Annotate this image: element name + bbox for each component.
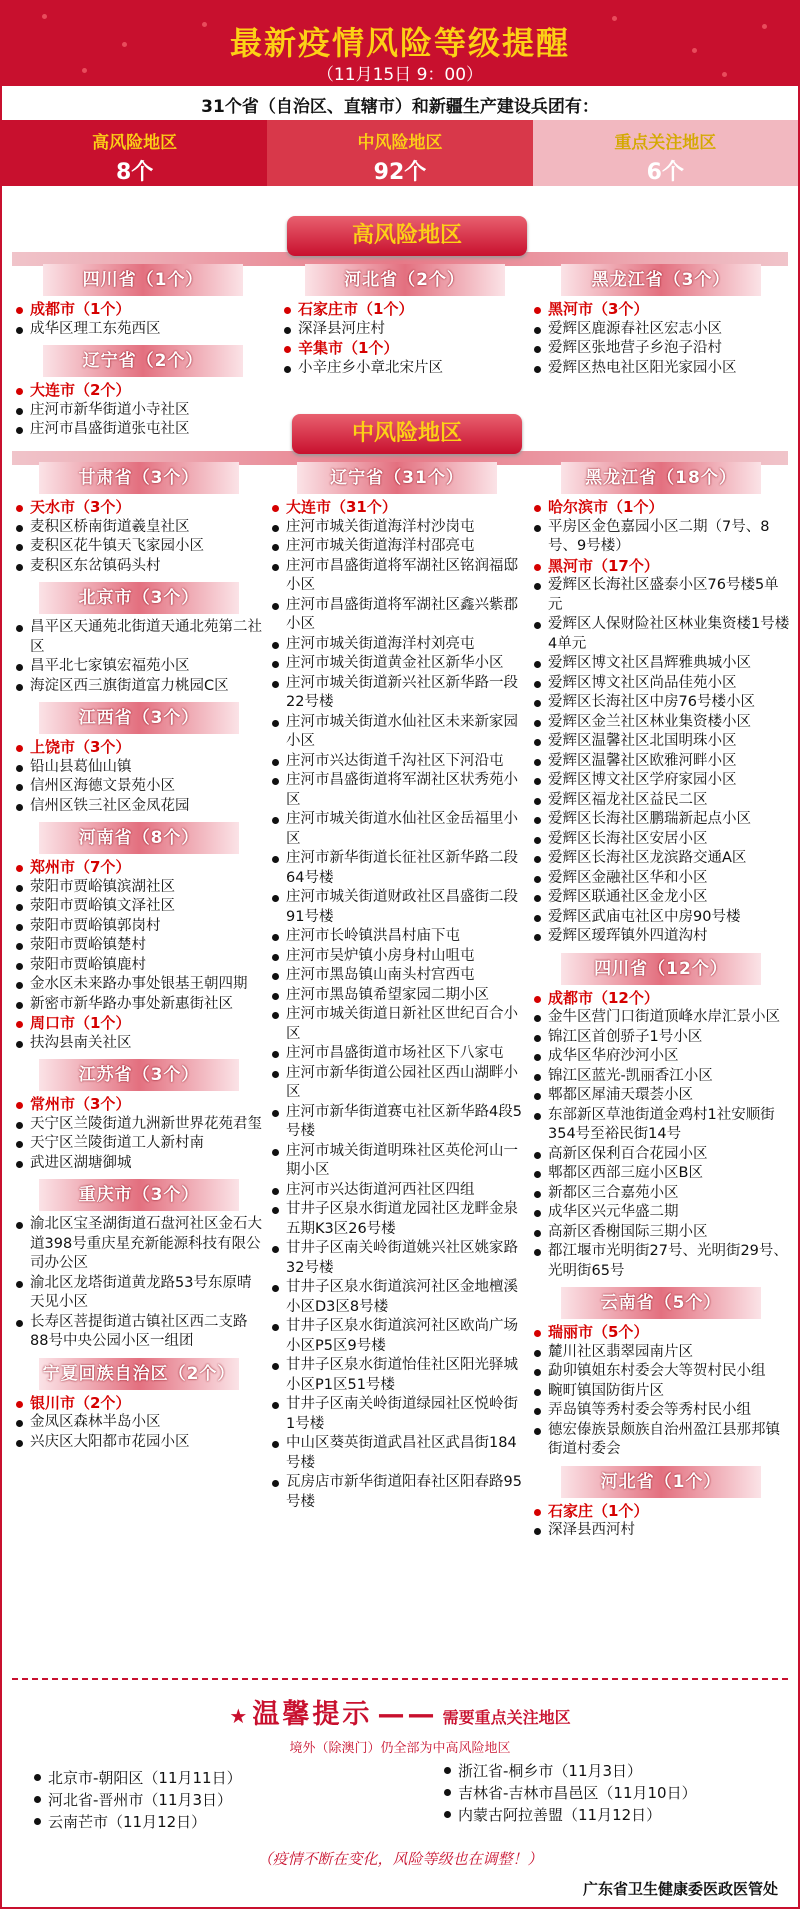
list-item: 麦积区桥南街道羲皇社区 <box>14 518 264 538</box>
list-item: 爱辉区长海社区中房76号楼小区 <box>532 693 790 713</box>
list-item: 弄岛镇等秀村委会等秀村民小组 <box>532 1401 790 1421</box>
list-item: 新密市新华路办事处新惠街社区 <box>14 995 264 1015</box>
summary-label: 重点关注地区 <box>614 133 717 153</box>
tip-note: 境外（除澳门）仍全部为中高风险地区 <box>289 1741 511 1756</box>
province-group <box>14 582 264 696</box>
city-name: 上饶市（3个） <box>14 738 264 758</box>
list-item: 庄河市城关街道新兴社区新华路一段22号楼 <box>270 674 524 713</box>
list-item: 北京市-朝阳区（11月11日） <box>32 1767 242 1789</box>
list-item: 爱辉区长海社区龙滨路交通A区 <box>532 849 790 869</box>
list-item: 爱辉区温馨社区欧雅河畔小区 <box>532 752 790 772</box>
list-item: 兴庆区大阳都市花园小区 <box>14 1433 264 1453</box>
high-col-1 <box>14 264 272 446</box>
summary-count: 92个 <box>373 160 427 185</box>
list-item: 武进区湖塘御城 <box>14 1154 264 1174</box>
list-item: 庄河市黑岛镇山南头村宫西屯 <box>270 966 524 986</box>
list-item: 锦江区蓝光-凯丽香江小区 <box>532 1067 790 1087</box>
page-title: 最新疫情风险等级提醒 <box>229 24 570 62</box>
province-group <box>532 1466 790 1541</box>
list-item: 渝北区龙塔街道黄龙路53号东原晴天见小区 <box>14 1274 264 1313</box>
province-group <box>532 953 790 1282</box>
list-item: 浙江省-桐乡市（11月3日） <box>442 1760 697 1782</box>
city-name: 哈尔滨市（1个） <box>532 498 790 518</box>
summary-count: 6个 <box>646 160 684 185</box>
province-header: 重庆市（3个） <box>39 1179 239 1211</box>
list-item: 信州区海德文景苑小区 <box>14 777 264 797</box>
list-item: 中山区葵英街道武昌社区武昌街184号楼 <box>270 1434 524 1473</box>
list-item: 金牛区营门口街道顶峰水岸汇景小区 <box>532 1008 790 1028</box>
list-item: 郫都区犀浦天環荟小区 <box>532 1086 790 1106</box>
mid-col-1 <box>14 462 264 1458</box>
list-item: 金凤区森林半岛小区 <box>14 1413 264 1433</box>
province-group <box>270 462 524 1512</box>
list-item: 吉林省-吉林市昌邑区（11月10日） <box>442 1782 697 1804</box>
list-item: 甘井子区泉水街道怡佳社区阳光驿城小区P1区51号楼 <box>270 1356 524 1395</box>
list-item: 成华区华府沙河小区 <box>532 1047 790 1067</box>
list-item: 庄河市城关街道水仙社区未来新家园小区 <box>270 713 524 752</box>
province-group <box>14 822 264 1053</box>
star-icon: ★ <box>229 1704 248 1728</box>
list-item: 长寿区菩提街道古镇社区西二支路88号中央公园小区一组团 <box>14 1313 264 1352</box>
tip-list-right <box>442 1760 697 1826</box>
list-item: 庄河市兴达街道千沟社区下河沿屯 <box>270 752 524 772</box>
province-header: 北京市（3个） <box>39 582 239 614</box>
list-item: 爱辉区博文社区昌辉雅典城小区 <box>532 654 790 674</box>
list-item: 庄河市新华街道赛屯社区新华路4段5号楼 <box>270 1103 524 1142</box>
province-header: 河北省（1个） <box>561 1466 761 1498</box>
city-name: 成都市（1个） <box>14 300 272 320</box>
tip-list-left <box>32 1767 242 1833</box>
summary-bar <box>2 120 798 186</box>
list-item: 庄河市新华街道长征社区新华路二段64号楼 <box>270 849 524 888</box>
province-header: 河北省（2个） <box>305 264 505 296</box>
list-item: 麦积区花牛镇天飞家园小区 <box>14 537 264 557</box>
summary-high <box>2 120 267 186</box>
list-item: 庄河市城关街道明珠社区英伦河山一期小区 <box>270 1142 524 1181</box>
city-name: 成都市（12个） <box>532 989 790 1009</box>
list-item: 庄河市城关街道水仙社区金岳福里小区 <box>270 810 524 849</box>
warning-text: （疫情不断在变化，风险等级也在调整！） <box>257 1850 543 1868</box>
mid-risk-banner: 中风险地区 <box>292 414 522 454</box>
list-item: 高新区香榭国际三期小区 <box>532 1223 790 1243</box>
list-item: 庄河市昌盛街道将军湖社区铭润福邸小区 <box>270 557 524 596</box>
list-item: 勐卯镇姐东村委会大等贺村民小组 <box>532 1362 790 1382</box>
list-item: 云南芒市（11月12日） <box>32 1811 242 1833</box>
list-item: 爱辉区温馨社区北国明珠小区 <box>532 732 790 752</box>
province-group <box>14 345 272 440</box>
list-item: 畹町镇国防街片区 <box>532 1382 790 1402</box>
list-item: 小辛庄乡小章北宋片区 <box>282 359 527 379</box>
list-item: 平房区金色嘉园小区二期（7号、8号、9号楼） <box>532 518 790 557</box>
province-group <box>532 462 790 947</box>
list-item: 甘井子区泉水街道滨河社区金地檀溪小区D3区8号楼 <box>270 1278 524 1317</box>
list-item: 瓦房店市新华街道阳春社区阳春路95号楼 <box>270 1473 524 1512</box>
province-header: 甘肃省（3个） <box>39 462 239 494</box>
province-header: 四川省（12个） <box>561 953 761 985</box>
list-item: 锦江区首创骄子1号小区 <box>532 1028 790 1048</box>
list-item: 深泽县西河村 <box>532 1521 790 1541</box>
list-item: 深泽县河庄村 <box>282 320 527 340</box>
province-header: 辽宁省（2个） <box>43 345 243 377</box>
list-item: 荥阳市贾峪镇滨湖社区 <box>14 878 264 898</box>
list-item: 爱辉区金兰社区林业集资楼小区 <box>532 713 790 733</box>
province-group <box>14 1179 264 1352</box>
list-item: 庄河市吴炉镇小房身村山咀屯 <box>270 947 524 967</box>
high-col-3 <box>532 264 790 384</box>
list-item: 铅山县葛仙山镇 <box>14 758 264 778</box>
province-group <box>14 1059 264 1173</box>
city-name: 大连市（2个） <box>14 381 272 401</box>
city-name: 天水市（3个） <box>14 498 264 518</box>
city-name: 银川市（2个） <box>14 1394 264 1414</box>
province-group <box>532 264 790 378</box>
list-item: 庄河市昌盛街道将军湖社区鑫兴紫郡小区 <box>270 596 524 635</box>
update-time: （11月15日 9：00） <box>316 65 484 85</box>
city-name: 瑞丽市（5个） <box>532 1323 790 1343</box>
city-name: 大连市（31个） <box>270 498 524 518</box>
list-item: 麦积区东岔镇码头村 <box>14 557 264 577</box>
mid-col-3 <box>532 462 790 1547</box>
city-name: 辛集市（1个） <box>282 339 527 359</box>
list-item: 庄河市昌盛街道将军湖社区状秀苑小区 <box>270 771 524 810</box>
list-item: 甘井子区泉水街道龙园社区龙畔金泉五期K3区26号楼 <box>270 1200 524 1239</box>
list-item: 高新区保利百合花园小区 <box>532 1145 790 1165</box>
summary-mid <box>267 120 532 186</box>
list-item: 扶沟县南关社区 <box>14 1034 264 1054</box>
list-item: 庄河市新华街道小寺社区 <box>14 401 272 421</box>
list-item: 爱辉区长海社区安居小区 <box>532 830 790 850</box>
list-item: 爱辉区福龙社区益民二区 <box>532 791 790 811</box>
list-item: 荥阳市贾峪镇鹿村 <box>14 956 264 976</box>
tip-subtitle: 需要重点关注地区 <box>442 1708 571 1727</box>
city-name: 郑州市（7个） <box>14 858 264 878</box>
list-item: 河北省-晋州市（11月3日） <box>32 1789 242 1811</box>
list-item: 信州区铁三社区金凤花园 <box>14 797 264 817</box>
tip-title: 温馨提示 <box>252 1699 373 1730</box>
city-name: 周口市（1个） <box>14 1014 264 1034</box>
list-item: 爱辉区人保财险社区林业集资楼1号楼4单元 <box>532 615 790 654</box>
list-item: 昌平区天通苑北街道天通北苑第二社区 <box>14 618 264 657</box>
province-group <box>282 264 527 378</box>
province-header: 四川省（1个） <box>43 264 243 296</box>
province-group <box>532 1287 790 1460</box>
list-item: 爱辉区热电社区阳光家园小区 <box>532 359 790 379</box>
list-item: 荥阳市贾峪镇楚村 <box>14 936 264 956</box>
list-item: 甘井子区南关岭街道姚兴社区姚家路32号楼 <box>270 1239 524 1278</box>
intro-text: 31个省（自治区、直辖市）和新疆生产建设兵团有： <box>201 97 599 117</box>
footer-source: 广东省卫生健康委医政医管处 <box>582 1880 778 1898</box>
province-header: 黑龙江省（3个） <box>561 264 761 296</box>
tip-heading <box>2 1692 798 1731</box>
list-item: 郫都区西部三庭小区B区 <box>532 1164 790 1184</box>
province-header: 黑龙江省（18个） <box>561 462 761 494</box>
city-name: 黑河市（3个） <box>532 300 790 320</box>
list-item: 爱辉区瑷珲镇外四道沟村 <box>532 927 790 947</box>
province-header: 江西省（3个） <box>39 702 239 734</box>
list-item: 爱辉区金融社区华和小区 <box>532 869 790 889</box>
province-group <box>14 264 272 339</box>
list-item: 爱辉区博文社区学府家园小区 <box>532 771 790 791</box>
list-item: 甘井子区南关岭街道绿园社区悦岭街1号楼 <box>270 1395 524 1434</box>
divider <box>12 1678 788 1680</box>
list-item: 庄河市城关街道海洋村沙岗屯 <box>270 518 524 538</box>
list-item: 天宁区兰陵街道九洲新世界花苑君玺 <box>14 1115 264 1135</box>
list-item: 爱辉区长海社区鹏瑞新起点小区 <box>532 810 790 830</box>
province-header: 云南省（5个） <box>561 1287 761 1319</box>
list-item: 荥阳市贾峪镇文泽社区 <box>14 897 264 917</box>
list-item: 麓川社区翡翠园南片区 <box>532 1343 790 1363</box>
province-header: 河南省（8个） <box>39 822 239 854</box>
list-item: 爱辉区博文社区尚品佳苑小区 <box>532 674 790 694</box>
list-item: 德宏傣族景颇族自治州盈江县那邦镇街道村委会 <box>532 1421 790 1460</box>
list-item: 庄河市城关街道黄金社区新华小区 <box>270 654 524 674</box>
list-item: 内蒙古阿拉善盟（11月12日） <box>442 1804 697 1826</box>
list-item: 新都区三合嘉苑小区 <box>532 1184 790 1204</box>
header <box>2 2 798 86</box>
list-item: 天宁区兰陵街道工人新村南 <box>14 1134 264 1154</box>
province-group <box>14 702 264 816</box>
list-item: 庄河市城关街道海洋村邵亮屯 <box>270 537 524 557</box>
summary-label: 中风险地区 <box>357 133 443 153</box>
list-item: 甘井子区泉水街道滨河社区欧尚广场小区P5区9号楼 <box>270 1317 524 1356</box>
list-item: 海淀区西三旗街道富力桃园C区 <box>14 677 264 697</box>
list-item: 爱辉区鹿源春社区宏志小区 <box>532 320 790 340</box>
list-item: 爱辉区联通社区金龙小区 <box>532 888 790 908</box>
high-col-2 <box>282 264 527 384</box>
list-item: 庄河市新华街道公园社区西山湖畔小区 <box>270 1064 524 1103</box>
list-item: 渝北区宝圣湖街道石盘河社区金石大道398号重庆星充新能源科技有限公司办公区 <box>14 1215 264 1274</box>
tip-dash: —— <box>377 1699 438 1730</box>
list-item: 庄河市兴达街道河西社区四组 <box>270 1181 524 1201</box>
list-item: 爱辉区张地营子乡泡子沿村 <box>532 339 790 359</box>
list-item: 庄河市城关街道日新社区世纪百合小区 <box>270 1005 524 1044</box>
list-item: 东部新区草池街道金鸡村1社安顺街354号至裕民街14号 <box>532 1106 790 1145</box>
list-item: 金水区未来路办事处银基王朝四期 <box>14 975 264 995</box>
list-item: 庄河市城关街道海洋村刘亮屯 <box>270 635 524 655</box>
list-item: 成华区理工东苑西区 <box>14 320 272 340</box>
city-name: 石家庄市（1个） <box>282 300 527 320</box>
list-item: 荥阳市贾峪镇郭岗村 <box>14 917 264 937</box>
list-item: 爱辉区长海社区盛泰小区76号楼5单元 <box>532 576 790 615</box>
province-header: 宁夏回族自治区（2个） <box>39 1358 239 1390</box>
summary-count: 8个 <box>116 160 154 185</box>
province-group <box>14 1358 264 1453</box>
high-risk-banner: 高风险地区 <box>287 216 527 256</box>
city-name: 黑河市（17个） <box>532 557 790 577</box>
summary-focus <box>533 120 798 186</box>
list-item: 都江堰市光明街27号、光明街29号、光明街65号 <box>532 1242 790 1281</box>
summary-label: 高风险地区 <box>92 133 178 153</box>
city-name: 常州市（3个） <box>14 1095 264 1115</box>
list-item: 庄河市昌盛街道市场社区下八家屯 <box>270 1044 524 1064</box>
list-item: 庄河市长岭镇洪昌村庙下屯 <box>270 927 524 947</box>
city-name: 石家庄（1个） <box>532 1502 790 1522</box>
mid-col-2 <box>270 462 524 1518</box>
province-group <box>14 462 264 576</box>
list-item: 庄河市城关街道财政社区昌盛街二段91号楼 <box>270 888 524 927</box>
province-header: 江苏省（3个） <box>39 1059 239 1091</box>
list-item: 庄河市黑岛镇希望家园二期小区 <box>270 986 524 1006</box>
list-item: 庄河市昌盛街道张屯社区 <box>14 420 272 440</box>
list-item: 成华区兴元华盛二期 <box>532 1203 790 1223</box>
list-item: 爱辉区武庙屯社区中房90号楼 <box>532 908 790 928</box>
list-item: 昌平北七家镇宏福苑小区 <box>14 657 264 677</box>
province-header: 辽宁省（31个） <box>297 462 497 494</box>
